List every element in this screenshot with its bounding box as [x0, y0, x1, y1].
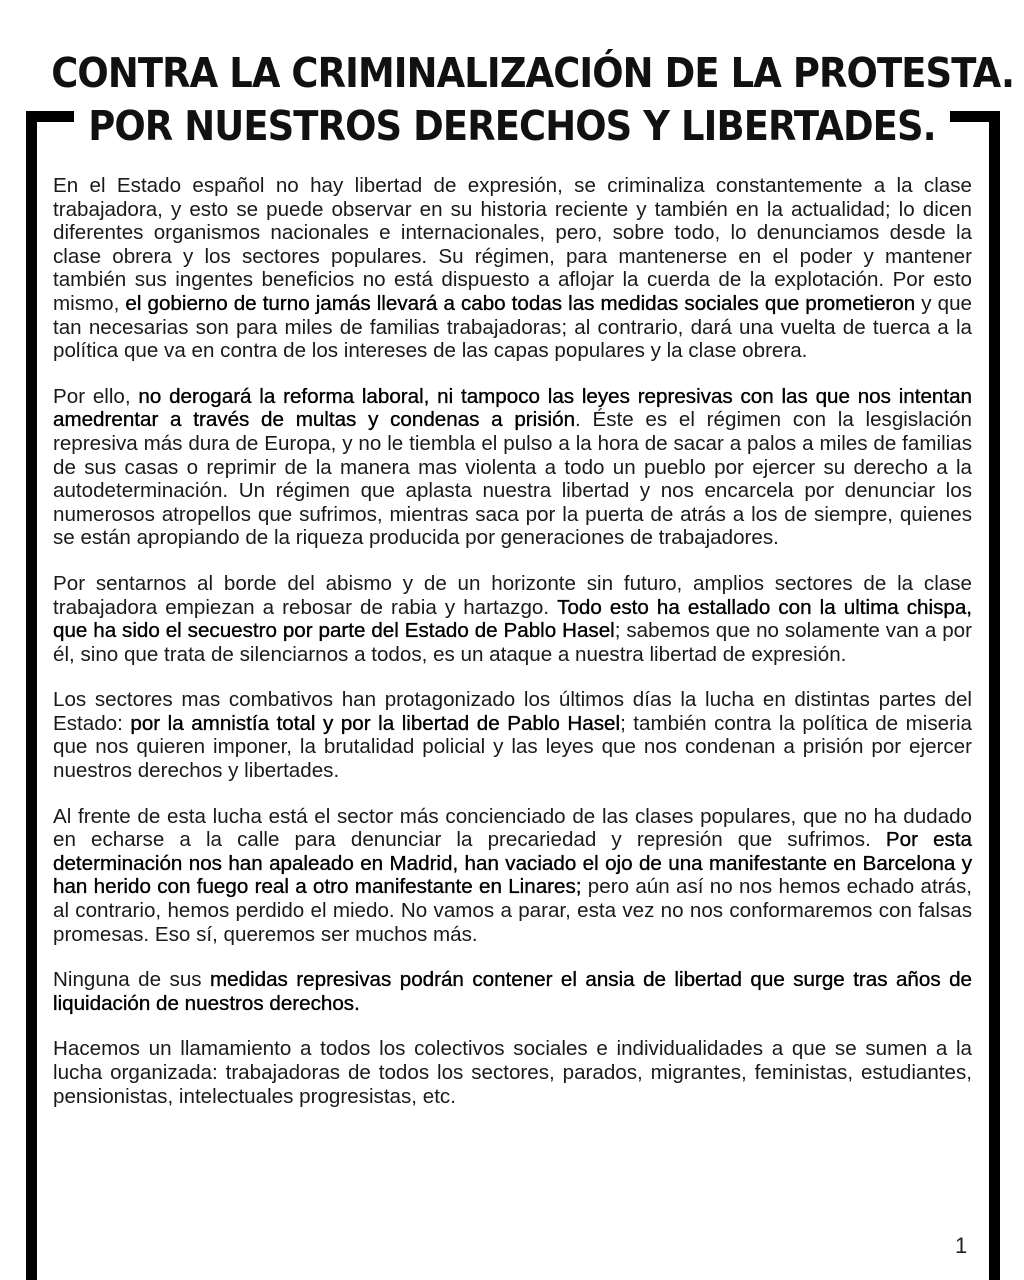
paragraph-4 — [53, 688, 972, 782]
paragraph-7 — [53, 1037, 972, 1108]
title-line-1: CONTRA LA CRIMINALIZACIÓN DE LA PROTESTA. — [51, 49, 1015, 97]
paragraph-3 — [53, 572, 972, 666]
paragraph-text: . Éste es el régimen con la lesgislación represiva más dura de Europa, y no le tiembla el pulso a la hora de sacar a palos a miles de familias de sus casas o reprimir de la manera mas violenta a todo un pueblo por ejercer su derecho a la autodeterminación. Un régimen que aplasta nuestra libertad y nos encarcela por denunciar los numerosos atropellos que sufrimos, mientras saca por la puerta de atrás a los de siempre, quienes se están apropiando de la riqueza producida por generaciones de trabajadores. — [53, 408, 972, 550]
paragraph-text: ; sabemos que no solamente van a por él, sino que trata de silenciarnos a todos, es un ataque a nuestra libertad de expresión. — [53, 619, 972, 666]
emphasized-text: no derogará la reforma laboral, ni tampoco las leyes represivas con las que nos intentan amedrentar a través de multas y condenas a prisión — [53, 384, 972, 432]
paragraph-text: y que tan necesarias son para miles de familias trabajadoras; al contrario, dará una vuelta de tuerca a la política que va en contra de los intereses de las capas populares y la clase obrera. — [53, 291, 972, 363]
emphasized-text: medidas represivas podrán contener el ansia de libertad que surge tras años de liquidación de nuestros derechos. — [53, 968, 972, 1015]
paragraph-text: Hacemos un llamamiento a todos los colectivos sociales e individualidades a que se sumen a la lucha organizada: trabajadoras de todos los sectores, parados, migrantes, feministas, estudiantes, pensionistas, intelectuales progresistas, etc. — [53, 1037, 972, 1108]
paragraph-text: Ninguna de sus — [53, 968, 211, 992]
frame-left-border — [26, 111, 37, 1280]
emphasized-text: Por esta determinación nos han apaleado en Madrid, han vaciado el ojo de una manifestante en Barcelona y han herido con fuego real a otro manifestante en Linares; — [53, 828, 973, 899]
paragraph-text: pero aún así no nos hemos echado atrás, al contrario, hemos perdido el miedo. No vamos a parar, esta vez no nos conformaremos con falsas promesas. Eso sí, queremos ser muchos más. — [53, 875, 973, 946]
paragraph-5 — [53, 805, 972, 947]
paragraph-text: Por ello, — [53, 384, 139, 408]
paragraph-text: Al frente de esta lucha está el sector más concienciado de las clases populares, que no ha dudado en echarse a la calle para denunciar la precariedad y represión que sufrimos. — [53, 804, 972, 852]
paragraph-text: ; también contra la política de miseria que nos quieren imponer, la brutalidad policial y las leyes que nos condenan a prisión por ejercer nuestros derechos y libertades. — [53, 711, 972, 783]
paragraph-text: En el Estado español no hay libertad de expresión, se criminaliza constantemente a la clase trabajadora, y esto se puede observar en su historia reciente y también en la actualidad; lo dicen diferentes organismos nacionales e internacionales, pero, sobre todo, lo denunciamos desde la clase obrera y los sectores populares. Su régimen, para mantenerse en el poder y mantener también sus ingentes beneficios no está dispuesto a aflojar la cuerda de la explotación. Por esto mismo, — [53, 174, 972, 315]
paragraph-1 — [53, 174, 972, 363]
paragraph-text: Por sentarnos al borde del abismo y de un horizonte sin futuro, amplios sectores de la clase trabajadora empiezan a rebosar de rabia y hartazgo. — [53, 571, 972, 619]
paragraph-6 — [53, 968, 972, 1015]
emphasized-text: por la amnistía total y por la libertad de Pablo Hasel — [130, 711, 621, 735]
paragraph-2 — [53, 385, 972, 550]
body-text — [53, 174, 972, 1130]
page-number: 1 — [955, 1233, 968, 1258]
emphasized-text: el gobierno de turno jamás llevará a cabo todas las medidas sociales que prometieron — [125, 291, 916, 315]
paragraph-text: Los sectores mas combativos han protagonizado los últimos días la lucha en distintas partes del Estado: — [53, 688, 972, 735]
frame-right-border — [989, 111, 1000, 1280]
emphasized-text: Todo esto ha estallado con la ultima chispa, que ha sido el secuestro por parte del Estado de Pablo Hasel — [53, 595, 972, 643]
title-line-2: POR NUESTROS DERECHOS Y LIBERTADES. — [88, 102, 936, 150]
